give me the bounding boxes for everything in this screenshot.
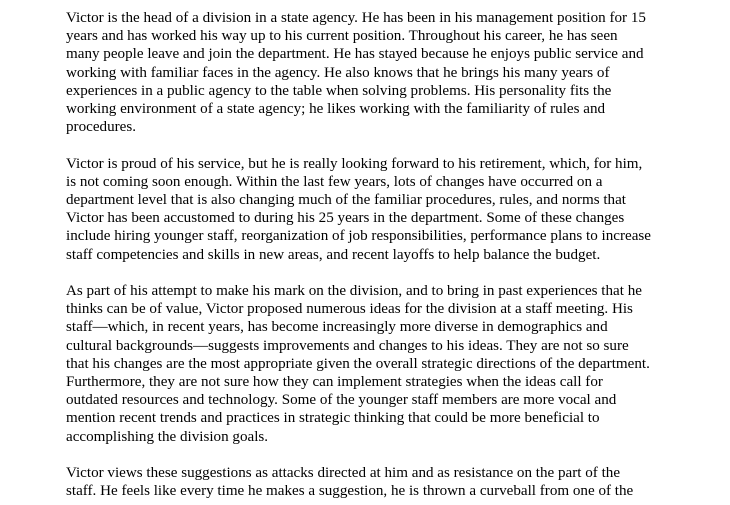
text-line: is not coming soon enough. Within the last few years, lots of changes have occurred on a [66, 173, 603, 190]
text-line: outdated resources and technology. Some of the younger staff members are more vocal and [66, 392, 617, 409]
text-line: many people leave and join the department. He has stayed because he enjoys public service and [66, 46, 644, 63]
paragraph-3 [66, 282, 710, 446]
text-line: accomplishing the division goals. [66, 428, 269, 445]
text-line: working environment of a state agency; he likes working with the familiarity of rules and [66, 101, 606, 118]
text-line: staff—which, in recent years, has become increasingly more diverse in demographics and [66, 319, 608, 336]
text-line: thinks can be of value, Victor proposed numerous ideas for the division at a staff meeting. His [66, 301, 633, 318]
text-line: years and has worked his way up to his current position. Throughout his career, he has seen [66, 28, 618, 45]
text-line: Victor has been accustomed to during his 25 years in the department. Some of these changes [66, 210, 625, 227]
paragraph-1 [66, 9, 710, 136]
text-line: cultural backgrounds—suggests improvements and changes to his ideas. They are not so sure [66, 337, 629, 354]
text-line: Furthermore, they are not sure how they can implement strategies when the ideas call for [66, 374, 603, 391]
text-line: staff. He feels like every time he makes a suggestion, he is thrown a curveball from one of the [66, 483, 634, 500]
paragraph-2 [66, 155, 710, 264]
text-line: working with familiar faces in the agency. He also knows that he brings his many years of [66, 64, 610, 81]
text-line: Victor views these suggestions as attacks directed at him and as resistance on the part of the [66, 465, 621, 482]
text-line: Victor is the head of a division in a state agency. He has been in his management position for 15 [66, 10, 646, 26]
text-line: that his changes are the most appropriate given the overall strategic directions of the department. [66, 355, 650, 372]
text-line: procedures. [66, 119, 136, 136]
text-line: department level that is also changing much of the familiar procedures, rules, and norms that [66, 192, 626, 209]
text-line: As part of his attempt to make his mark on the division, and to bring in past experiences that he [66, 283, 642, 300]
text-line: include hiring younger staff, reorganization of job responsibilities, performance plans to increase [66, 228, 651, 245]
text-line: mention recent trends and practices in strategic thinking that could be more beneficial to [66, 410, 600, 427]
text-line: experiences in a public agency to the table when solving problems. His personality fits the [66, 82, 612, 99]
text-line: Victor is proud of his service, but he is really looking forward to his retirement, which, for him, [66, 155, 643, 172]
paragraph-4 [66, 464, 710, 500]
text-line: staff competencies and skills in new areas, and recent layoffs to help balance the budget. [66, 246, 601, 263]
